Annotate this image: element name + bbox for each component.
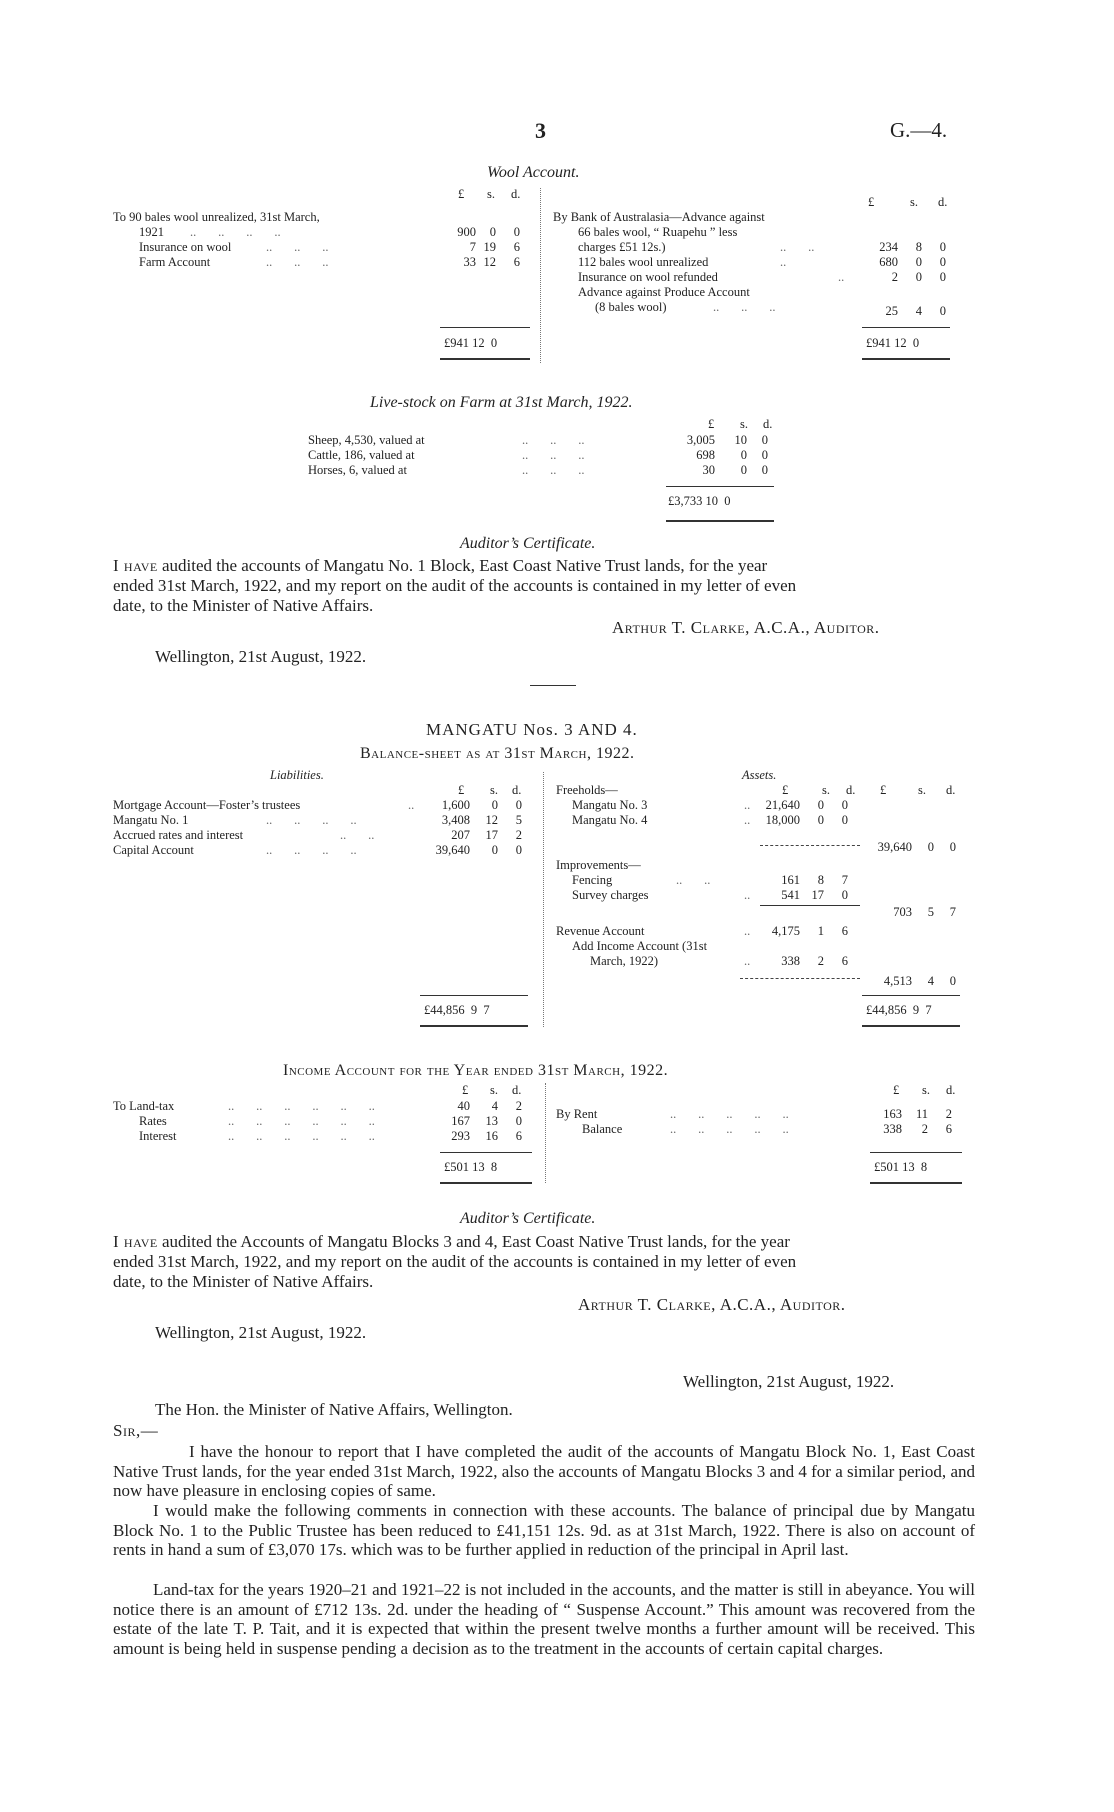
auditor-signature: Arthur T. Clarke, A.C.A., Auditor.	[612, 618, 880, 637]
livestock-label: Cattle, 186, valued at	[308, 448, 415, 462]
letter-paragraph: I have the honour to report that I have completed the audit of the accounts of Mangatu Block No. 1, East Coast Native Trust lands, for the year ended 31st March, 1922, also the accounts of Mangatu Blocks 3 and 4 for a similar period, and now have pleasure in enclosing copies of same.	[113, 1442, 975, 1500]
leader-dots: .. .. .. ..	[266, 813, 357, 827]
asset-amount-pounds: 21,640	[765, 798, 800, 812]
asset-amount-pounds: 541	[781, 888, 800, 902]
certificate-text: audited the accounts of Mangatu No. 1 Block, East Coast Native Trust lands, for the year	[157, 556, 768, 575]
asset-amount-shillings: 0	[817, 798, 824, 812]
asset-amount-shillings: 0	[817, 813, 824, 827]
letter-date: Wellington, 21st August, 1922.	[683, 1372, 895, 1391]
asset-subtotal-pounds: 39,640	[877, 840, 912, 854]
livestock-amount-pounds: 30	[702, 463, 715, 477]
currency-pence: d.	[512, 1083, 522, 1097]
income-cr-amount-pence: 2	[945, 1107, 952, 1121]
liability-amount-pounds: 3,408	[441, 813, 470, 827]
wool-cr-amount-pounds: 25	[885, 304, 898, 318]
asset-subtotal-pence: 7	[949, 905, 956, 919]
leader-dots: ..	[744, 954, 751, 968]
liabilities-total: £44,856 9 7	[424, 1003, 490, 1017]
income-dr-label: To Land-tax	[113, 1099, 175, 1113]
income-dr-amount-shillings: 16	[485, 1129, 498, 1143]
leader-dots: .. .. ..	[522, 448, 585, 462]
wool-dr-line: Farm Account	[139, 255, 211, 269]
asset-subtotal-shillings: 5	[927, 905, 934, 919]
wool-cr-amount-shillings: 0	[915, 255, 922, 269]
double-rule	[862, 1025, 960, 1027]
leader-dots: .. ..	[340, 828, 375, 842]
liability-amount-pounds: 1,600	[441, 798, 470, 812]
liability-amount-pence: 0	[515, 798, 522, 812]
asset-amount-pence: 0	[841, 888, 848, 902]
leader-dots: .. .. ..	[522, 433, 585, 447]
letter-paragraph: Land-tax for the years 1920–21 and 1921–22 is not included in the accounts, and the matter is still in abeyance. You will notice there is an amount of £712 13s. 2d. under the heading of “ Suspense Account.” This amount was recovered from the estate of the late T. P. Tait, and it is expected that within the present twelve months a further amount will be received. This amount is being held in suspense pending a decision as to the treatment in the accounts of certain capital charges.	[113, 1580, 975, 1658]
certificate-lead: I have	[113, 556, 158, 575]
livestock-amount-pounds: 698	[696, 448, 715, 462]
livestock-amount-pence: 0	[761, 433, 768, 447]
asset-subtotal-shillings: 0	[927, 840, 934, 854]
wool-dr-amount-shillings: 19	[483, 240, 496, 254]
liability-label: Accrued rates and interest	[113, 828, 244, 842]
rule	[440, 327, 530, 328]
asset-label: Mangatu No. 3	[572, 798, 648, 812]
asset-subtotal-shillings: 4	[927, 974, 934, 988]
rule	[870, 1152, 962, 1153]
wool-cr-line: 66 bales wool, “ Ruapehu ” less	[578, 225, 738, 239]
wool-cr-amount-pence: 0	[939, 255, 946, 269]
double-rule	[862, 358, 950, 360]
auditor-signature: Arthur T. Clarke, A.C.A., Auditor.	[578, 1295, 846, 1314]
currency-shilling: s.	[740, 417, 748, 431]
leader-dots: .. .. .. .. .. ..	[228, 1129, 375, 1143]
wool-dr-amount-pence: 6	[513, 240, 520, 254]
currency-shilling: s.	[822, 783, 830, 797]
income-dr-amount-pounds: 40	[457, 1099, 470, 1113]
liability-amount-pence: 2	[515, 828, 522, 842]
wool-dr-currency-pence: d.	[511, 187, 521, 201]
currency-pence: d.	[846, 783, 856, 797]
wool-cr-line: (8 bales wool)	[595, 300, 667, 314]
certificate-place-date: Wellington, 21st August, 1922.	[155, 647, 367, 666]
wool-cr-amount-pounds: 680	[879, 255, 898, 269]
leader-dots: .. .. .. ..	[266, 843, 357, 857]
liability-amount-shillings: 17	[485, 828, 498, 842]
wool-cr-line: Advance against Produce Account	[578, 285, 750, 299]
certificate-title: Auditor’s Certificate.	[460, 1210, 596, 1227]
asset-label: Improvements—	[556, 858, 641, 872]
livestock-amount-pence: 0	[761, 448, 768, 462]
wool-cr-currency-pence: d.	[938, 195, 948, 209]
wool-dr-amount-pounds: 7	[469, 240, 476, 254]
wool-cr-amount-pence: 0	[939, 240, 946, 254]
asset-amount-pence: 0	[841, 813, 848, 827]
livestock-amount-shillings: 0	[740, 448, 747, 462]
income-dr-label: Interest	[139, 1129, 177, 1143]
wool-cr-amount-shillings: 8	[915, 240, 922, 254]
wool-dr-amount-pence: 0	[513, 225, 520, 239]
income-dr-total: £501 13 8	[444, 1160, 498, 1174]
wool-dr-amount-pence: 6	[513, 255, 520, 269]
currency-pence: d.	[946, 1083, 956, 1097]
asset-subtotal-pounds: 4,513	[883, 974, 912, 988]
livestock-label: Horses, 6, valued at	[308, 463, 407, 477]
certificate-title: Auditor’s Certificate.	[460, 535, 596, 552]
asset-amount-pence: 7	[841, 873, 848, 887]
asset-amount-shillings: 1	[817, 924, 824, 938]
currency-pound: £	[880, 783, 887, 797]
assets-total: £44,856 9 7	[866, 1003, 932, 1017]
wool-dr-amount-pounds: 900	[457, 225, 476, 239]
wool-dr-currency-shilling: s.	[487, 187, 495, 201]
rule	[666, 486, 774, 487]
rule	[420, 995, 528, 996]
livestock-title: Live-stock on Farm at 31st March, 1922.	[370, 394, 633, 411]
asset-label: Fencing	[572, 873, 613, 887]
wool-divider	[540, 188, 541, 363]
leader-dots: .. .. .. .. .. ..	[228, 1114, 375, 1128]
balance-sheet-subtitle: Balance-sheet as at 31st March, 1922.	[360, 745, 635, 762]
certificate-text: date, to the Minister of Native Affairs.	[113, 596, 374, 615]
certificate-line	[113, 556, 767, 576]
rule	[760, 845, 860, 846]
liability-amount-pence: 5	[515, 813, 522, 827]
letter-addressee: The Hon. the Minister of Native Affairs, Wellington.	[155, 1400, 513, 1419]
page-number: 3	[535, 118, 546, 143]
income-dr-amount-pence: 2	[515, 1099, 522, 1113]
asset-amount-pounds: 4,175	[771, 924, 800, 938]
wool-dr-line: Insurance on wool	[139, 240, 232, 254]
currency-pound: £	[893, 1083, 900, 1097]
wool-cr-line: Insurance on wool refunded	[578, 270, 718, 284]
income-dr-amount-pence: 6	[515, 1129, 522, 1143]
leader-dots: .. .. .. .. ..	[670, 1107, 789, 1121]
asset-label: Freeholds—	[556, 783, 618, 797]
currency-pound: £	[708, 417, 715, 431]
asset-amount-pounds: 338	[781, 954, 800, 968]
wool-account-title: Wool Account.	[487, 164, 580, 181]
income-cr-amount-shillings: 11	[915, 1107, 928, 1121]
certificate-text: audited the Accounts of Mangatu Blocks 3 and 4, East Coast Native Trust lands, for the year	[157, 1232, 790, 1251]
liabilities-heading: Liabilities.	[270, 768, 324, 782]
assets-heading: Assets.	[742, 768, 777, 782]
wool-cr-total: £941 12 0	[866, 336, 920, 350]
asset-label: March, 1922)	[590, 954, 659, 968]
asset-subtotal-pence: 0	[949, 840, 956, 854]
wool-cr-amount-shillings: 0	[915, 270, 922, 284]
wool-cr-line: charges £51 12s.)	[578, 240, 666, 254]
wool-cr-amount-shillings: 4	[915, 304, 922, 318]
double-rule	[666, 520, 774, 522]
income-cr-amount-pounds: 163	[883, 1107, 902, 1121]
asset-label: Revenue Account	[556, 924, 645, 938]
income-cr-amount-pence: 6	[945, 1122, 952, 1136]
currency-shilling: s.	[918, 783, 926, 797]
leader-dots: ..	[744, 798, 751, 812]
wool-cr-line: By Bank of Australasia—Advance against	[553, 210, 765, 224]
rule	[440, 1152, 532, 1153]
currency-shilling: s.	[922, 1083, 930, 1097]
livestock-amount-pence: 0	[761, 463, 768, 477]
balance-sheet-divider	[543, 772, 544, 1027]
income-cr-total: £501 13 8	[874, 1160, 928, 1174]
livestock-amount-shillings: 0	[740, 463, 747, 477]
double-rule	[420, 1025, 528, 1027]
leader-dots: .. .. .. .. ..	[670, 1122, 789, 1136]
rule	[862, 995, 960, 996]
wool-cr-currency-pound: £	[868, 195, 875, 209]
currency-shilling: s.	[490, 1083, 498, 1097]
wool-cr-amount-pence: 0	[939, 304, 946, 318]
liability-amount-pounds: 39,640	[435, 843, 470, 857]
leader-dots: .. .. ..	[266, 240, 329, 254]
asset-label: Mangatu No. 4	[572, 813, 648, 827]
livestock-amount-shillings: 10	[734, 433, 747, 447]
livestock-amount-pounds: 3,005	[686, 433, 715, 447]
wool-dr-line: 1921	[139, 225, 164, 239]
liability-label: Mortgage Account—Foster’s trustees	[113, 798, 301, 812]
currency-pence: d.	[763, 417, 773, 431]
liability-amount-shillings: 0	[491, 843, 498, 857]
currency-pound: £	[782, 783, 789, 797]
liability-amount-shillings: 0	[491, 798, 498, 812]
livestock-label: Sheep, 4,530, valued at	[308, 433, 425, 447]
double-rule	[870, 1182, 962, 1184]
liability-amount-shillings: 12	[485, 813, 498, 827]
leader-dots: ..	[408, 798, 415, 812]
income-dr-amount-pence: 0	[515, 1114, 522, 1128]
wool-cr-amount-pence: 0	[939, 270, 946, 284]
letter-paragraph: I would make the following comments in connection with these accounts. The balance of principal due by Mangatu Block No. 1 to the Public Trustee has been reduced to £41,151 12s. 9d. as at 31st March, 1922. There is also on account of rents in hand a sum of £3,070 17s. which was to be further applied in reduction of the principal in April last.	[113, 1501, 975, 1559]
liability-label: Mangatu No. 1	[113, 813, 189, 827]
wool-cr-amount-pounds: 2	[891, 270, 898, 284]
income-dr-amount-shillings: 4	[491, 1099, 498, 1113]
leader-dots: .. ..	[676, 873, 711, 887]
certificate-line	[113, 1232, 790, 1252]
wool-dr-amount-shillings: 12	[483, 255, 496, 269]
leader-dots: ..	[780, 255, 787, 269]
certificate-text: ended 31st March, 1922, and my report on the audit of the accounts is contained in my letter of even	[113, 1252, 797, 1271]
asset-amount-pounds: 18,000	[765, 813, 800, 827]
currency-pence: d.	[946, 783, 956, 797]
currency-shilling: s.	[490, 783, 498, 797]
asset-subtotal-pence: 0	[949, 974, 956, 988]
asset-amount-pounds: 161	[781, 873, 800, 887]
rule	[760, 905, 860, 906]
income-cr-label: By Rent	[556, 1107, 598, 1121]
currency-pound: £	[462, 1083, 469, 1097]
liability-amount-pence: 0	[515, 843, 522, 857]
asset-amount-pence: 6	[841, 924, 848, 938]
asset-amount-pence: 6	[841, 954, 848, 968]
income-dr-label: Rates	[139, 1114, 167, 1128]
section-separator	[530, 685, 576, 686]
currency-pence: d.	[512, 783, 522, 797]
asset-amount-pence: 0	[841, 798, 848, 812]
income-cr-label: Balance	[582, 1122, 623, 1136]
wool-dr-amount-shillings: 0	[489, 225, 496, 239]
wool-dr-line: To 90 bales wool unrealized, 31st March,	[113, 210, 320, 224]
income-cr-amount-pounds: 338	[883, 1122, 902, 1136]
liability-label: Capital Account	[113, 843, 194, 857]
wool-dr-amount-pounds: 33	[463, 255, 476, 269]
document-reference: G.—4.	[890, 118, 948, 142]
section-title: MANGATU Nos. 3 AND 4.	[426, 720, 638, 739]
leader-dots: .. .. .. ..	[190, 225, 281, 239]
wool-cr-currency-shilling: s.	[910, 195, 918, 209]
liability-amount-pounds: 207	[451, 828, 470, 842]
letter-salutation: Sir,—	[113, 1421, 159, 1440]
leader-dots: ..	[744, 813, 751, 827]
certificate-lead: I have	[113, 1232, 158, 1251]
wool-dr-total: £941 12 0	[444, 336, 498, 350]
wool-cr-amount-pounds: 234	[879, 240, 898, 254]
certificate-place-date: Wellington, 21st August, 1922.	[155, 1323, 367, 1342]
asset-amount-shillings: 2	[817, 954, 824, 968]
leader-dots: .. .. ..	[713, 300, 776, 314]
double-rule	[440, 1182, 532, 1184]
leader-dots: ..	[838, 270, 845, 284]
asset-label: Survey charges	[572, 888, 649, 902]
leader-dots: .. .. ..	[522, 463, 585, 477]
leader-dots: ..	[744, 924, 751, 938]
income-account-title: Income Account for the Year ended 31st March, 1922.	[283, 1062, 669, 1079]
wool-cr-line: 112 bales wool unrealized	[578, 255, 709, 269]
leader-dots: .. .. ..	[266, 255, 329, 269]
asset-subtotal-pounds: 703	[893, 905, 912, 919]
asset-amount-shillings: 17	[811, 888, 824, 902]
certificate-text: date, to the Minister of Native Affairs.	[113, 1272, 374, 1291]
income-divider	[545, 1083, 546, 1183]
rule	[740, 978, 860, 979]
rule	[862, 327, 950, 328]
income-cr-amount-shillings: 2	[921, 1122, 928, 1136]
wool-dr-currency-pound: £	[458, 187, 465, 201]
asset-amount-shillings: 8	[817, 873, 824, 887]
certificate-text: ended 31st March, 1922, and my report on the audit of the accounts is contained in my letter of even	[113, 576, 797, 595]
asset-label: Add Income Account (31st	[572, 939, 708, 953]
leader-dots: ..	[744, 888, 751, 902]
livestock-total: £3,733 10 0	[668, 494, 731, 508]
income-dr-amount-pounds: 167	[451, 1114, 470, 1128]
leader-dots: .. .. .. .. .. ..	[228, 1099, 375, 1113]
income-dr-amount-pounds: 293	[451, 1129, 470, 1143]
double-rule	[440, 358, 530, 360]
income-dr-amount-shillings: 13	[485, 1114, 498, 1128]
currency-pound: £	[458, 783, 465, 797]
leader-dots: .. ..	[780, 240, 815, 254]
